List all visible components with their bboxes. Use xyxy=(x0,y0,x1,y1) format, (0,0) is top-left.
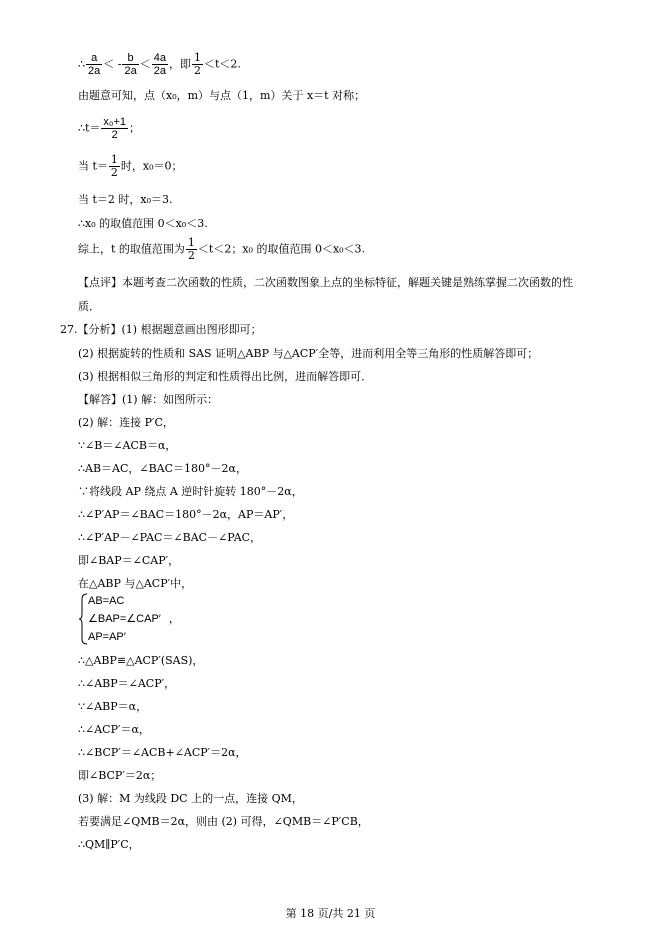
fraction-4a-2a: $\frac{4a}{2a}$ xyxy=(153,52,166,77)
text-line: 若要满足∠QMB＝2α，则由 (2) 可得，∠QMB＝∠P′CB， xyxy=(78,815,369,828)
text-line: ∵∠B＝∠ACB＝α， xyxy=(78,439,177,452)
fraction-1-2: $\frac{1}{2}$ xyxy=(110,153,118,179)
system-eq-3: AP=AP′ xyxy=(88,631,126,643)
system-eq-2: ∠BAP=∠CAP′ ， xyxy=(88,613,180,625)
system-eq-1: AB=AC xyxy=(88,595,125,607)
text-line: 在△ABP 与△ACP′中， xyxy=(78,577,193,590)
text-line: ∴∠P′AP－∠PAC＝∠BAC－∠PAC， xyxy=(78,531,262,544)
text-line: 由题意可知，点（x₀，m）与点（1，m）关于 x＝t 对称； xyxy=(78,89,366,102)
page-footer: 第 18 页/共 21 页 xyxy=(285,907,376,920)
text-line: ∴∠ABP＝∠ACP′， xyxy=(78,677,176,690)
text-line: ∴∠ACP′＝α， xyxy=(78,723,150,736)
comment-line: 【点评】本题考查二次函数的性质，二次函数图象上点的坐标特征，解题关键是熟练掌握二次函数的性 xyxy=(78,276,573,289)
text-line: ∴QM∥P′C， xyxy=(78,838,140,851)
therefore-symbol: ∴ xyxy=(78,57,85,71)
text-line: ∴∠BCP′＝∠ACB+∠ACP′＝2α， xyxy=(78,746,247,759)
left-brace-icon xyxy=(78,593,88,645)
text-line: (2) 根据旋转的性质和 SAS 证明△ABP 与△ACP′全等，进而利用全等三角形的性质解答即可； xyxy=(78,347,539,360)
fraction-1-2: $\frac{1}{2}$ xyxy=(193,51,201,77)
line-inequality: ∴ $\frac{a}{2a}$ ＜ - $\frac{b}{2a}$ ＜ $\frac{4a}{2a}$ ，即 $\frac{1}{2}$ ＜t＜2. xyxy=(78,51,241,77)
fraction-a-2a: $\frac{a}{2a}$ xyxy=(88,52,101,77)
text-line: (3) 解：M 为线段 DC 上的一点，连接 QM， xyxy=(78,792,303,805)
text-line: ∵将线段 AP 绕点 A 逆时针旋转 180°－2α， xyxy=(78,485,303,498)
fraction-1-2: $\frac{1}{2}$ xyxy=(187,236,195,262)
comment-line: 质． xyxy=(78,300,100,313)
fraction-b-2a: $\frac{b}{2a}$ xyxy=(124,52,137,77)
line-summary: 综上，t 的取值范围为 $\frac{1}{2}$ ＜t＜2；x₀ 的取值范围 0＜x₀＜3. xyxy=(78,236,366,262)
text-line: ∴△ABP≌△ACP′(SAS)， xyxy=(78,654,204,667)
problem-27-heading: 27.【分析】(1) 根据题意画出图形即可； xyxy=(60,323,262,336)
fraction-x0-plus-1: $\frac{\text{x₀+1}}{2}$ xyxy=(103,116,127,141)
text-line: (3) 根据相似三角形的判定和性质得出比例，进而解答即可． xyxy=(78,370,373,383)
answer-heading: 【解答】(1) 解：如图所示： xyxy=(78,393,219,406)
line-t-formula: ∴t＝ $\frac{\text{x₀+1}}{2}$ ； xyxy=(78,116,141,141)
text-line: 即∠BCP′＝2α； xyxy=(78,769,162,782)
text-line: ∴AB＝AC，∠BAC＝180°－2α， xyxy=(78,462,247,475)
text-line: ∵∠ABP＝α， xyxy=(78,700,148,713)
text-line: ∴∠P′AP＝∠BAC＝180°－2α，AP＝AP′， xyxy=(78,508,294,521)
text-line: 当 t＝2 时，x₀＝3. xyxy=(78,193,173,206)
text-line: ∴x₀ 的取值范围 0＜x₀＜3. xyxy=(78,217,208,230)
line-t-half: 当 t＝ $\frac{1}{2}$ 时，x₀＝0； xyxy=(78,153,183,179)
text-line: (2) 解：连接 P′C， xyxy=(78,416,174,429)
text-line: 即∠BAP＝∠CAP′， xyxy=(78,554,180,567)
